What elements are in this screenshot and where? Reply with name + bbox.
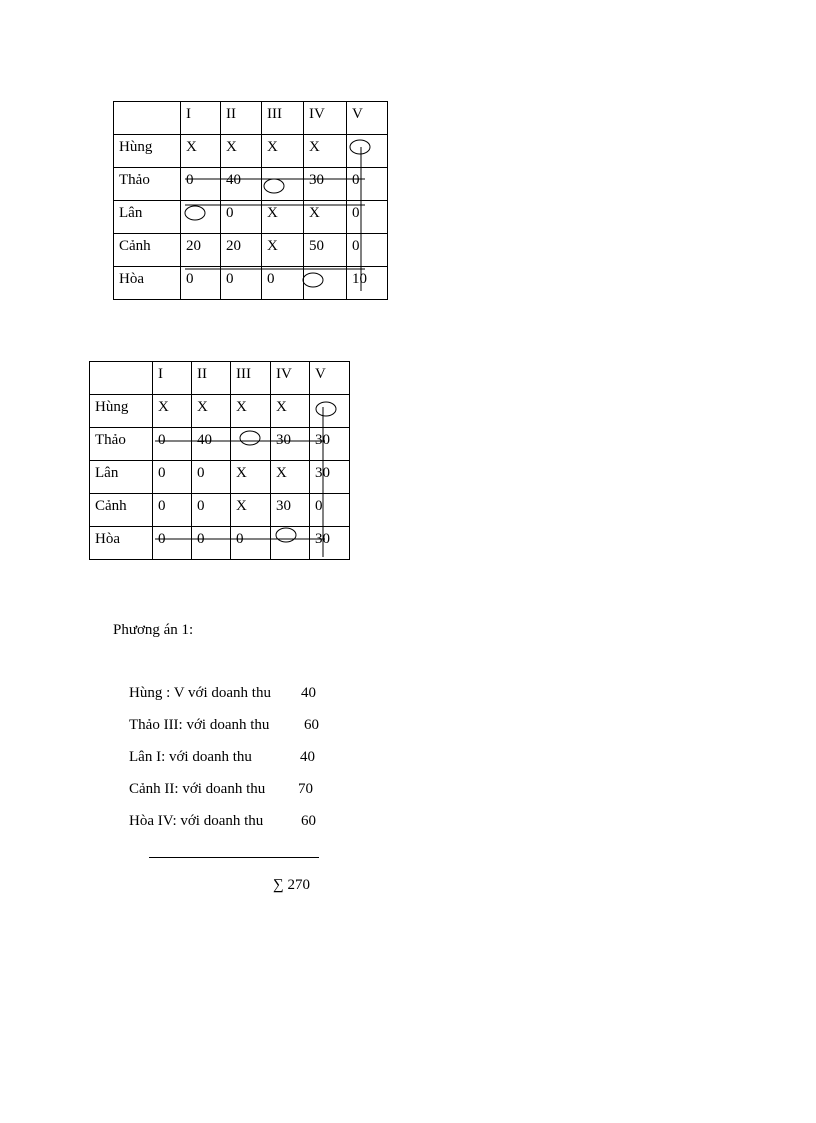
table-cell: X (262, 201, 304, 234)
header-cell (90, 362, 153, 395)
header-cell: I (153, 362, 192, 395)
table-cell: 40 (192, 428, 231, 461)
header-cell: V (347, 102, 388, 135)
table-cell (347, 135, 388, 168)
table-cell: 0 (192, 494, 231, 527)
table-cell (271, 527, 310, 560)
assignment-table-2 (89, 361, 350, 560)
table-cell: 0 (310, 494, 350, 527)
table-header-row (114, 102, 388, 135)
assignment-line (129, 717, 319, 734)
row-label: Lân (114, 201, 181, 234)
table-header-row (90, 362, 350, 395)
assignment-value: 60 (301, 813, 316, 829)
table-cell: 50 (304, 234, 347, 267)
table-cell: X (304, 135, 347, 168)
table-row (114, 168, 388, 201)
table-cell: 0 (347, 234, 388, 267)
row-label: Hòa (90, 527, 153, 560)
plan-title: Phương án 1: (113, 622, 194, 638)
table-row (90, 395, 350, 428)
table-cell: 0 (181, 168, 221, 201)
table-row (90, 461, 350, 494)
row-label: Thảo (114, 168, 181, 201)
table-cell: 0 (153, 527, 192, 560)
total-sum: ∑ 270 (273, 877, 310, 893)
table-row (90, 428, 350, 461)
table-cell: X (181, 135, 221, 168)
table-cell: 10 (347, 267, 388, 300)
table-cell: 0 (221, 267, 262, 300)
matrix-table-1 (113, 101, 388, 300)
row-label: Hùng (114, 135, 181, 168)
table-cell (262, 168, 304, 201)
table-cell: 30 (271, 494, 310, 527)
assignment-line (129, 813, 316, 830)
table-cell: X (221, 135, 262, 168)
table-cell (304, 267, 347, 300)
assignment-label: Hùng : V với doanh thu (129, 685, 271, 701)
table-cell: 0 (262, 267, 304, 300)
assignment-value: 70 (298, 781, 313, 797)
matrix-table-2 (89, 361, 350, 560)
assignment-table-1 (113, 101, 388, 300)
table-cell: 0 (347, 201, 388, 234)
assignment-line (129, 685, 316, 702)
table-cell: 20 (181, 234, 221, 267)
row-label: Hòa (114, 267, 181, 300)
table-row (90, 494, 350, 527)
table-cell: 0 (153, 494, 192, 527)
table-row (114, 267, 388, 300)
row-label: Thảo (90, 428, 153, 461)
table-cell (310, 395, 350, 428)
table-cell: X (262, 234, 304, 267)
header-cell: II (192, 362, 231, 395)
table-row (114, 234, 388, 267)
assignment-label: Hòa IV: với doanh thu (129, 813, 264, 829)
table-row (114, 201, 388, 234)
header-cell: III (231, 362, 271, 395)
assignment-label: Thảo III: với doanh thu (129, 717, 270, 733)
header-cell: IV (304, 102, 347, 135)
table-cell: 30 (271, 428, 310, 461)
table-cell: 0 (192, 527, 231, 560)
table-cell: 20 (221, 234, 262, 267)
sum-divider (149, 857, 319, 858)
table-cell (181, 201, 221, 234)
table-cell: 0 (231, 527, 271, 560)
table-cell: 30 (310, 428, 350, 461)
assignment-value: 60 (304, 717, 319, 733)
table-cell: X (231, 494, 271, 527)
assignment-line (129, 781, 313, 798)
table-cell: X (304, 201, 347, 234)
assignment-value: 40 (301, 685, 316, 701)
table-cell: X (262, 135, 304, 168)
table-row (114, 135, 388, 168)
table-cell: 0 (181, 267, 221, 300)
table-cell: X (153, 395, 192, 428)
row-label: Cảnh (114, 234, 181, 267)
header-cell: II (221, 102, 262, 135)
header-cell: I (181, 102, 221, 135)
table-cell: 0 (153, 428, 192, 461)
table-cell: 0 (153, 461, 192, 494)
table-cell: X (231, 461, 271, 494)
table-cell: 30 (304, 168, 347, 201)
header-cell (114, 102, 181, 135)
header-cell: III (262, 102, 304, 135)
table-cell: 0 (192, 461, 231, 494)
table-row (90, 527, 350, 560)
table-cell: X (231, 395, 271, 428)
assignment-label: Cảnh II: với doanh thu (129, 781, 266, 797)
assignment-label: Lân I: với doanh thu (129, 749, 252, 765)
row-label: Lân (90, 461, 153, 494)
table-cell: 40 (221, 168, 262, 201)
table-cell: X (271, 461, 310, 494)
assignment-line (129, 749, 315, 766)
table-cell: 0 (221, 201, 262, 234)
table-cell: 30 (310, 527, 350, 560)
header-cell: V (310, 362, 350, 395)
row-label: Hùng (90, 395, 153, 428)
assignment-value: 40 (300, 749, 315, 765)
table-cell: 0 (347, 168, 388, 201)
table-cell: X (192, 395, 231, 428)
table-cell (231, 428, 271, 461)
header-cell: IV (271, 362, 310, 395)
row-label: Cảnh (90, 494, 153, 527)
table-cell: 30 (310, 461, 350, 494)
table-cell: X (271, 395, 310, 428)
